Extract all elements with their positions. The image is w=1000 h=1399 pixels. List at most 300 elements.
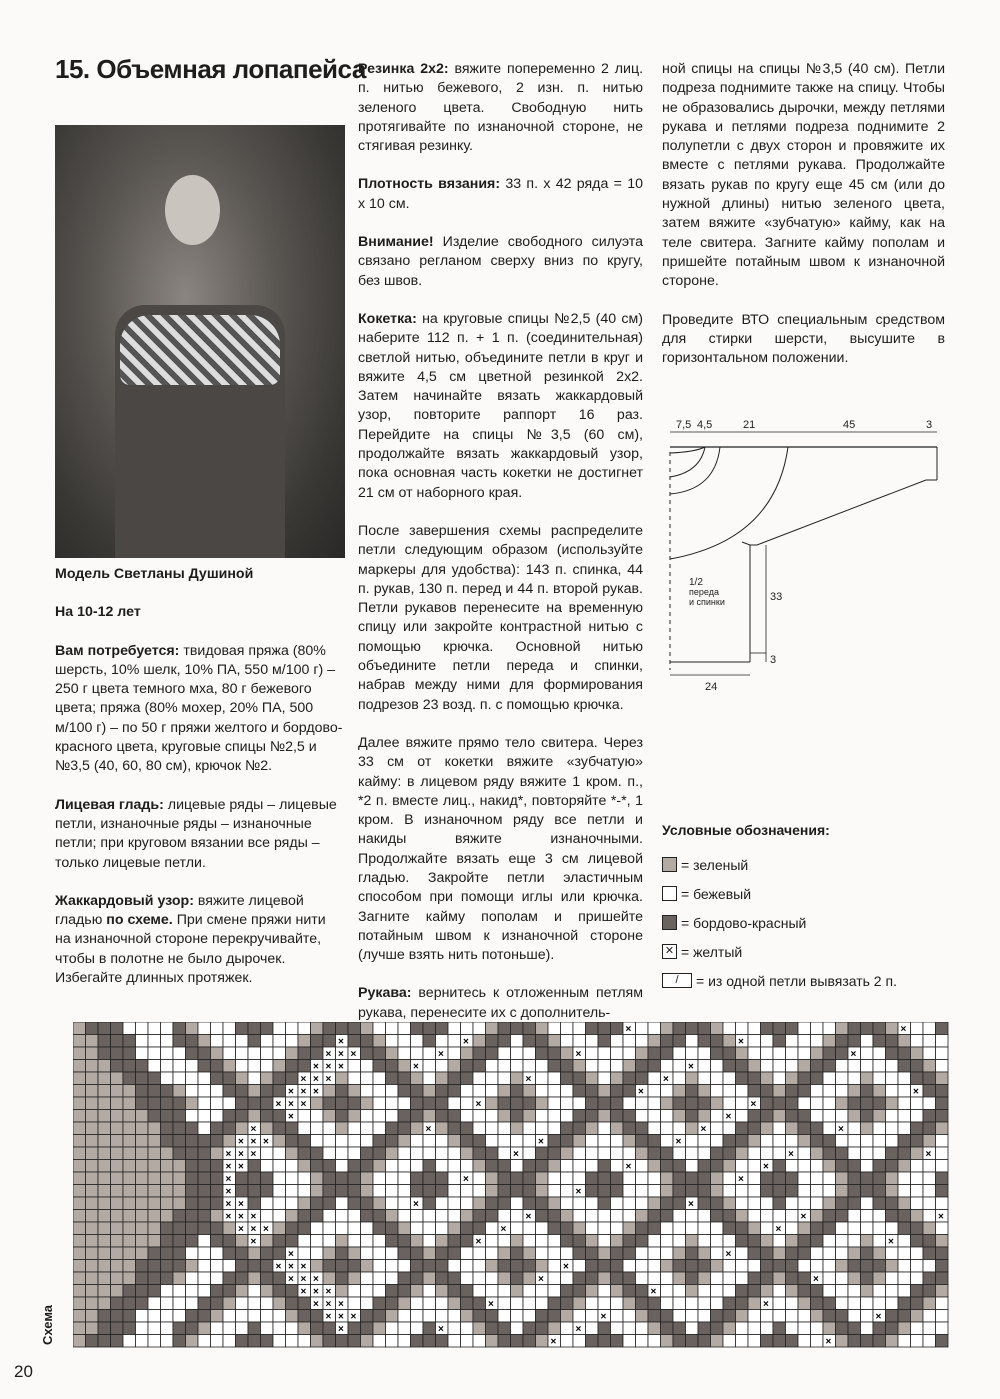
legend-item	[662, 908, 897, 937]
chart-cell	[361, 1310, 374, 1323]
chart-cell	[711, 1310, 724, 1323]
chart-cell	[223, 1135, 236, 1148]
chart-cell	[73, 1147, 86, 1160]
chart-cell	[761, 1147, 774, 1160]
chart-cell	[98, 1210, 111, 1223]
chart-cell	[248, 1297, 261, 1310]
chart-cell	[448, 1222, 461, 1235]
chart-cell	[823, 1322, 836, 1335]
chart-cell	[448, 1297, 461, 1310]
chart-cell	[911, 1097, 924, 1110]
yellow-mark: ×	[288, 1111, 294, 1123]
chart-cell	[636, 1310, 649, 1323]
chart-cell	[348, 1247, 361, 1260]
chart-cell	[898, 1247, 911, 1260]
chart-cell	[911, 1185, 924, 1198]
chart-cell	[711, 1247, 724, 1260]
chart-cell	[298, 1060, 311, 1073]
chart-cell	[323, 1185, 336, 1198]
chart-cell	[398, 1272, 411, 1285]
chart-cell	[886, 1247, 899, 1260]
yellow-mark: ×	[888, 1236, 894, 1248]
chart-cell	[148, 1085, 161, 1098]
chart-cell	[223, 1122, 236, 1135]
chart-cell	[223, 1285, 236, 1298]
chart-cell	[248, 1322, 261, 1335]
legend-item	[662, 879, 897, 908]
chart-cell	[136, 1235, 149, 1248]
chart-cell	[773, 1072, 786, 1085]
chart-cell	[723, 1097, 736, 1110]
chart-cell	[198, 1097, 211, 1110]
yellow-mark: ×	[625, 1024, 632, 1035]
chart-cell	[236, 1035, 249, 1048]
yellow-mark: ×	[325, 1061, 332, 1073]
chart-cell	[486, 1197, 499, 1210]
chart-cell	[536, 1297, 549, 1310]
chart-cell	[448, 1322, 461, 1335]
chart-cell	[798, 1172, 811, 1185]
chart-cell	[836, 1222, 849, 1235]
chart-cell	[798, 1110, 811, 1123]
legend-label: = бордово-красный	[681, 914, 807, 931]
yellow-mark: ×	[300, 1274, 307, 1285]
chart-cell	[173, 1147, 186, 1160]
chart-cell	[336, 1260, 349, 1273]
chart-cell	[823, 1310, 836, 1323]
chart-cell	[873, 1072, 886, 1085]
chart-cell	[148, 1322, 161, 1335]
chart-cell	[573, 1135, 586, 1148]
chart-cell	[373, 1147, 386, 1160]
chart-cell	[486, 1335, 499, 1348]
chart-cell	[198, 1222, 211, 1235]
chart-cell	[361, 1172, 374, 1185]
chart-cell	[898, 1335, 911, 1348]
yellow-mark: ×	[350, 1311, 357, 1323]
chart-cell	[698, 1097, 711, 1110]
chart-cell	[911, 1160, 924, 1173]
chart-cell	[686, 1235, 699, 1248]
chart-cell	[586, 1260, 599, 1273]
yellow-mark: ×	[688, 1199, 694, 1210]
yellow-mark: ×	[238, 1224, 244, 1235]
chart-cell	[86, 1047, 99, 1060]
chart-cell	[323, 1260, 336, 1273]
chart-cell	[523, 1235, 536, 1248]
chart-cell	[586, 1022, 599, 1035]
chart-cell	[936, 1247, 949, 1260]
chart-cell	[336, 1097, 349, 1110]
chart-cell	[236, 1247, 249, 1260]
chart-cell	[186, 1197, 199, 1210]
chart-cell	[811, 1197, 824, 1210]
yellow-mark: ×	[313, 1061, 319, 1073]
chart-cell	[648, 1022, 661, 1035]
schematic-label: 1/2	[689, 577, 703, 588]
chart-cell	[686, 1110, 699, 1123]
dim-body: 33	[770, 591, 783, 603]
chart-cell	[761, 1085, 774, 1098]
chart-cell	[286, 1297, 299, 1310]
chart-cell	[711, 1235, 724, 1248]
chart-cell	[611, 1147, 624, 1160]
chart-cell	[223, 1047, 236, 1060]
chart-cell	[211, 1160, 224, 1173]
chart-cell	[686, 1260, 699, 1273]
chart-cell	[511, 1085, 524, 1098]
chart-cell	[686, 1135, 699, 1148]
chart-cell	[148, 1122, 161, 1135]
chart-cell	[198, 1260, 211, 1273]
chart-cell	[823, 1260, 836, 1273]
chart-cell	[936, 1272, 949, 1285]
chart-cell	[773, 1147, 786, 1160]
chart-cell	[848, 1222, 861, 1235]
chart-cell	[111, 1185, 124, 1198]
chart-cell	[161, 1310, 174, 1323]
chart-cell	[911, 1060, 924, 1073]
chart-cell	[436, 1110, 449, 1123]
chart-cell	[548, 1297, 561, 1310]
yellow-mark: ×	[463, 1036, 469, 1048]
chart-cell	[461, 1060, 474, 1073]
chart-cell	[786, 1110, 799, 1123]
chart-cell	[173, 1235, 186, 1248]
chart-cell	[161, 1035, 174, 1048]
chart-cell	[711, 1135, 724, 1148]
chart-cell	[898, 1097, 911, 1110]
chart-cell	[911, 1247, 924, 1260]
chart-cell	[561, 1047, 574, 1060]
chart-cell	[161, 1247, 174, 1260]
chart-cell	[636, 1260, 649, 1273]
chart-cell	[898, 1197, 911, 1210]
yellow-mark: ×	[925, 1149, 932, 1160]
chart-cell	[123, 1122, 136, 1135]
chart-cell	[861, 1035, 874, 1048]
chart-cell	[923, 1135, 936, 1148]
chart-cell	[423, 1322, 436, 1335]
chart-cell	[398, 1022, 411, 1035]
schematic-label-3: и спинки	[689, 597, 725, 607]
note-text: Изделие свободного силуэта связано регланом сверху вниз по кругу, без швов.	[358, 234, 643, 289]
chart-cell	[298, 1197, 311, 1210]
chart-cell	[723, 1260, 736, 1273]
chart-cell	[411, 1297, 424, 1310]
chart-cell	[198, 1135, 211, 1148]
chart-cell	[773, 1272, 786, 1285]
chart-cell	[523, 1285, 536, 1298]
chart-cell	[748, 1210, 761, 1223]
yellow-mark: ×	[575, 1186, 582, 1198]
chart-cell	[236, 1322, 249, 1335]
chart-cell	[473, 1247, 486, 1260]
chart-cell	[936, 1110, 949, 1123]
chart-cell	[736, 1222, 749, 1235]
chart-cell	[923, 1322, 936, 1335]
chart-cell	[386, 1247, 399, 1260]
yellow-mark: ×	[938, 1211, 944, 1223]
chart-cell	[386, 1185, 399, 1198]
chart-cell	[598, 1122, 611, 1135]
chart-cell	[648, 1135, 661, 1148]
chart-cell	[448, 1085, 461, 1098]
chart-cell	[561, 1085, 574, 1098]
chart-cell	[611, 1272, 624, 1285]
chart-cell	[836, 1210, 849, 1223]
chart-cell	[411, 1122, 424, 1135]
chart-cell	[786, 1260, 799, 1273]
chart-cell	[373, 1272, 386, 1285]
chart-cell	[411, 1322, 424, 1335]
chart-cell	[523, 1322, 536, 1335]
chart-cell	[711, 1285, 724, 1298]
chart-cell	[761, 1097, 774, 1110]
chart-cell	[586, 1210, 599, 1223]
chart-cell	[523, 1247, 536, 1260]
chart-cell	[811, 1285, 824, 1298]
chart-cell	[873, 1260, 886, 1273]
yellow-mark: ×	[250, 1211, 257, 1223]
chart-cell	[686, 1185, 699, 1198]
chart-cell	[311, 1197, 324, 1210]
chart-cell	[486, 1322, 499, 1335]
chart-cell	[473, 1172, 486, 1185]
chart-cell	[873, 1097, 886, 1110]
chart-cell	[586, 1310, 599, 1323]
chart-cell	[423, 1235, 436, 1248]
yellow-mark: ×	[850, 1049, 857, 1060]
chart-cell	[923, 1222, 936, 1235]
chart-cell	[248, 1260, 261, 1273]
yellow-mark: ×	[763, 1299, 769, 1310]
chart-cell	[636, 1110, 649, 1123]
chart-cell	[461, 1235, 474, 1248]
chart-cell	[586, 1160, 599, 1173]
chart-cell	[448, 1160, 461, 1173]
chart-cell	[823, 1047, 836, 1060]
chart-cell	[636, 1047, 649, 1060]
chart-cell	[298, 1235, 311, 1248]
chart-cell	[286, 1310, 299, 1323]
chart-cell	[261, 1122, 274, 1135]
chart-cell	[161, 1335, 174, 1348]
chart-cell	[511, 1210, 524, 1223]
chart-cell	[886, 1097, 899, 1110]
chart-cell	[611, 1185, 624, 1198]
chart-cell	[611, 1235, 624, 1248]
chart-cell	[861, 1210, 874, 1223]
chart-cell	[773, 1060, 786, 1073]
chart-cell	[823, 1297, 836, 1310]
chart-cell	[711, 1222, 724, 1235]
chart-cell	[298, 1022, 311, 1035]
dim-sleeve: 45	[843, 419, 856, 431]
chart-cell	[198, 1022, 211, 1035]
model-photo	[55, 125, 345, 558]
chart-cell	[623, 1122, 636, 1135]
chart-cell	[636, 1135, 649, 1148]
chart-cell	[611, 1210, 624, 1223]
chart-cell	[561, 1210, 574, 1223]
chart-cell	[548, 1272, 561, 1285]
chart-cell	[598, 1110, 611, 1123]
chart-cell	[748, 1310, 761, 1323]
chart-cell	[348, 1185, 361, 1198]
yellow-mark: ×	[563, 1261, 569, 1273]
chart-cell	[586, 1097, 599, 1110]
chart-cell	[386, 1160, 399, 1173]
chart-cell	[873, 1110, 886, 1123]
chart-cell	[473, 1135, 486, 1148]
chart-cell	[111, 1060, 124, 1073]
chart-cell	[486, 1260, 499, 1273]
chart-cell	[198, 1310, 211, 1323]
chart-cell	[623, 1260, 636, 1273]
chart-cell	[673, 1122, 686, 1135]
chart-cell	[661, 1260, 674, 1273]
chart-cell	[386, 1072, 399, 1085]
chart-cell	[398, 1135, 411, 1148]
materials-heading: Вам потребуется:	[55, 642, 180, 659]
chart-cell	[398, 1297, 411, 1310]
chart-cell	[736, 1072, 749, 1085]
chart-cell	[536, 1260, 549, 1273]
chart-cell	[311, 1260, 324, 1273]
chart-cell	[73, 1322, 86, 1335]
chart-cell	[211, 1060, 224, 1073]
chart-cell	[398, 1035, 411, 1048]
chart-cell	[698, 1322, 711, 1335]
legend-swatch	[662, 886, 677, 901]
chart-cell	[336, 1285, 349, 1298]
chart-cell	[561, 1097, 574, 1110]
chart-cell	[161, 1047, 174, 1060]
chart-cell	[473, 1260, 486, 1273]
chart-cell	[248, 1072, 261, 1085]
chart-cell	[436, 1285, 449, 1298]
chart-cell	[861, 1322, 874, 1335]
chart-cell	[886, 1285, 899, 1298]
chart-cell	[836, 1097, 849, 1110]
chart-cell	[298, 1185, 311, 1198]
chart-cell	[286, 1160, 299, 1173]
chart-cell	[761, 1222, 774, 1235]
chart-cell	[273, 1147, 286, 1160]
chart-cell	[461, 1222, 474, 1235]
chart-cell	[648, 1122, 661, 1135]
chart-cell	[636, 1210, 649, 1223]
chart-cell	[361, 1160, 374, 1173]
chart-cell	[373, 1085, 386, 1098]
chart-cell	[98, 1097, 111, 1110]
chart-cell	[198, 1147, 211, 1160]
chart-cell	[836, 1085, 849, 1098]
chart-cell	[186, 1135, 199, 1148]
yellow-mark: ×	[500, 1224, 507, 1235]
chart-cell	[461, 1122, 474, 1135]
chart-cell	[311, 1110, 324, 1123]
materials-text: твидовая пряжа (80% шерсть, 10% шелк, 10% ПА, 550 м/100 г) – 250 г цвета темного мха, 80 г бежевого цвета; пряжа (80% мохер, 20% ПА, 500 м/100 г) – по 50 г пряжи желтого и бордово-красного цвета, круговые спицы №2,5 и №3,5 (40, 60, 80 см), крючок №2.	[55, 642, 343, 775]
chart-cell	[761, 1122, 774, 1135]
yellow-mark: ×	[675, 1136, 682, 1148]
chart-cell	[836, 1272, 849, 1285]
chart-cell	[473, 1122, 486, 1135]
chart-cell	[336, 1072, 349, 1085]
chart-cell	[848, 1160, 861, 1173]
chart-cell	[98, 1222, 111, 1235]
chart-cell	[773, 1235, 786, 1248]
chart-cell	[373, 1335, 386, 1348]
chart-cell	[523, 1160, 536, 1173]
chart-cell	[173, 1297, 186, 1310]
chart-cell	[723, 1272, 736, 1285]
chart-cell	[548, 1197, 561, 1210]
chart-cell	[573, 1335, 586, 1348]
chart-cell	[548, 1135, 561, 1148]
chart-cell	[498, 1160, 511, 1173]
chart-cell	[686, 1085, 699, 1098]
chart-cell	[561, 1322, 574, 1335]
chart-cell	[523, 1122, 536, 1135]
chart-cell	[736, 1272, 749, 1285]
chart-cell	[198, 1085, 211, 1098]
chart-cell	[311, 1185, 324, 1198]
chart-cell	[548, 1035, 561, 1048]
chart-cell	[523, 1060, 536, 1073]
chart-cell	[673, 1185, 686, 1198]
chart-cell	[98, 1310, 111, 1323]
chart-cell	[298, 1335, 311, 1348]
chart-cell	[911, 1035, 924, 1048]
chart-cell	[898, 1297, 911, 1310]
chart-cell	[598, 1235, 611, 1248]
chart-cell	[111, 1247, 124, 1260]
chart-cell	[448, 1072, 461, 1085]
chart-cell	[173, 1247, 186, 1260]
pattern-schematic	[660, 400, 950, 690]
chart-cell	[623, 1210, 636, 1223]
chart-cell	[323, 1210, 336, 1223]
chart-cell	[173, 1035, 186, 1048]
chart-cell	[273, 1085, 286, 1098]
chart-cell	[473, 1047, 486, 1060]
chart-cell	[786, 1285, 799, 1298]
chart-cell	[848, 1110, 861, 1123]
legend-label: = из одной петли вывязать 2 п.	[696, 972, 897, 989]
chart-cell	[761, 1235, 774, 1248]
chart-cell	[648, 1110, 661, 1123]
chart-cell	[86, 1285, 99, 1298]
yellow-mark: ×	[338, 1324, 344, 1335]
gauge-heading: Плотность вязания:	[358, 176, 501, 193]
chart-cell	[286, 1222, 299, 1235]
yellow-mark: ×	[225, 1174, 232, 1185]
dim-yoke: 21	[743, 419, 756, 431]
chart-cell	[273, 1035, 286, 1048]
chart-cell	[411, 1110, 424, 1123]
chart-cell	[848, 1210, 861, 1223]
chart-cell	[886, 1022, 899, 1035]
chart-cell	[936, 1260, 949, 1273]
chart-cell	[473, 1272, 486, 1285]
chart-cell	[823, 1160, 836, 1173]
chart-cell	[736, 1160, 749, 1173]
chart-cell	[86, 1072, 99, 1085]
chart-cell	[398, 1235, 411, 1248]
chart-cell	[236, 1022, 249, 1035]
